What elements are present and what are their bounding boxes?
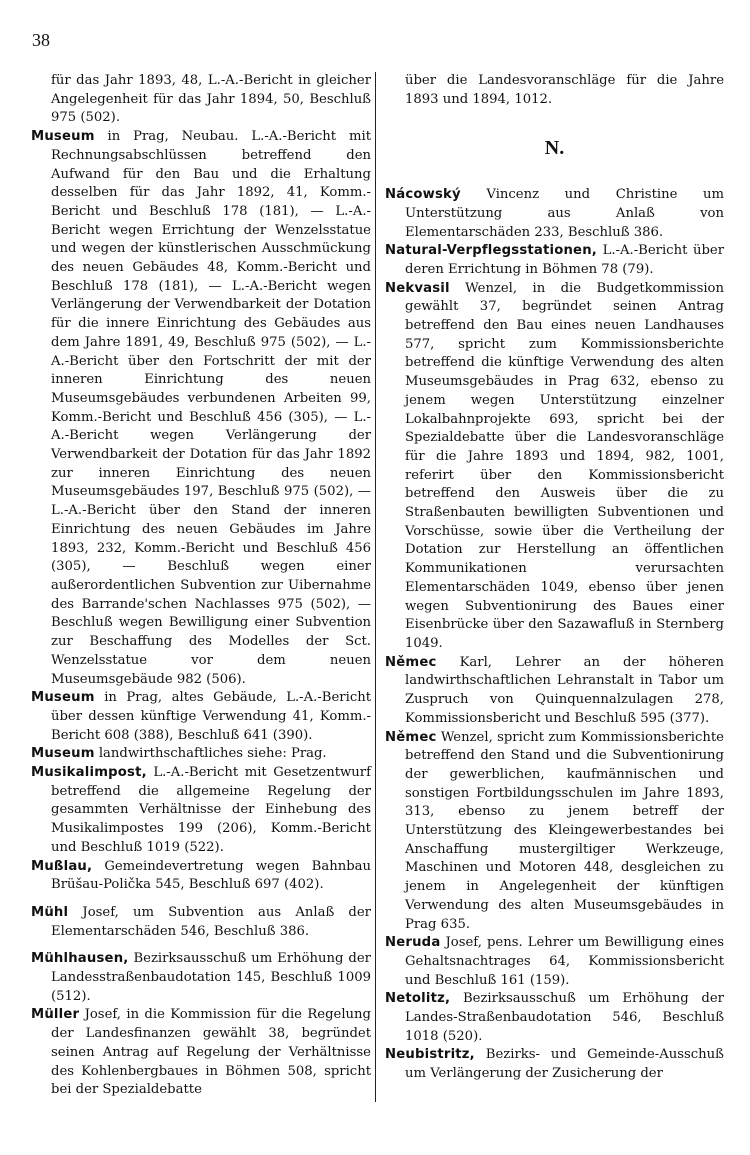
entry-text: Wenzel, in die Budgetkommission gewählt 37, begründet seinen Antrag betreffend den Bau eines neuen Landhauses 577, spricht zum Kommissionsberichte betreffend die künftige Verwendung des alten Museumsgebäudes in Prag 632, ebenso zu jenem wegen Unterstützung einzelner Lokalbahnprojekte 693, spricht bei der Spezialdebatte über die Landesvoranschläge für die Jahre 1893 und 1894, 982, 1001, referirt über den Kommissionsbericht betreffend den Ausweis über die zu Straßenbauten bewilligten Subventionen und Vorschüsse, sowie über die Vertheilung der Dotation zur Herstellung an öffentlichen Kommunikationen verursachten Elementarschäden 1049, ebenso über jenen wegen Subventionirung des Baues einer Eisenbrücke über den Sazawafluß in Sternberg 1049. — [405, 280, 724, 651]
index-entry — [385, 72, 724, 109]
entry-text: Josef, in die Kommission für die Regelung der Landesfinanzen gewählt 38, begründet seinen Antrag auf Regelung der Verhältnisse des Kohlenbergbaues in Böhmen 508, spricht bei der Spezialdebatte — [51, 1007, 371, 1098]
entry-text: für das Jahr 1893, 48, L.-A.-Bericht in gleicher Angelegenheit für das Jahr 1894, 50, Beschluß 975 (502). — [51, 73, 371, 126]
index-entry — [385, 654, 724, 729]
page-number: 38 — [32, 30, 50, 50]
index-entry — [31, 858, 371, 895]
entry-head: Mühlhausen, — [31, 951, 129, 967]
index-entry — [31, 904, 371, 941]
entry-head: Němec — [385, 729, 437, 745]
entry-text: über die Landesvoranschläge für die Jahre 1893 und 1894, 1012. — [405, 73, 724, 107]
index-entry — [31, 689, 371, 745]
index-entry — [385, 729, 724, 935]
entry-text: Josef, um Subvention aus Anlaß der Elementarschäden 546, Beschluß 386. — [51, 904, 371, 939]
index-entry — [385, 242, 724, 279]
index-entry — [31, 764, 371, 858]
entry-text: Vincenz und Christine um Unterstützung aus Anlaß von Elementarschäden 233, Beschluß 386. — [405, 187, 724, 240]
entry-head: Němec — [385, 654, 437, 670]
index-entry — [385, 186, 724, 242]
entry-head: Nácowský — [385, 187, 461, 203]
column-divider — [375, 72, 376, 1102]
entry-head: Natural-Verpflegsstationen, — [385, 243, 597, 259]
entry-head: Nekvasil — [385, 280, 450, 296]
index-entry — [385, 990, 724, 1046]
entry-head: Mußlau, — [31, 858, 93, 874]
entry-text: in Prag, Neubau. L.-A.-Bericht mit Rechnungsabschlüssen betreffend den Aufwand für den Bau und die Erhaltung desselben für das Jahr 1892, 41, Komm.-Bericht und Beschluß 178 (181), — L.-A.-Bericht wegen Errichtung der Wenzelsstatue und wegen der künstlerischen Ausschmückung des neuen Gebäudes 48, Komm.-Bericht und Beschluß 178 (181), — L.-A.-Bericht wegen Verlängerung der Verwendbarkeit der Dotation für die innere Einrichtung des Gebäudes aus dem Jahre 1891, 49, Beschluß 975 (502), — L.-A.-Bericht über den Fortschritt der mit der inneren Einrichtung des neuen Museumsgebäudes verbundenen Arbeiten 99, Komm.-Bericht und Beschluß 456 (305), — L.-A.-Bericht wegen Verlängerung der Verwendbarkeit der Dotation für das Jahr 1892 zur inneren Einrichtung des neuen Museumsgebäudes 197, Beschluß 975 (502), — L.-A.-Bericht über den Stand der inneren Einrichtung des neuen Gebäudes im Jahre 1893, 232, Komm.-Bericht und Beschluß 456 (305), — Beschluß wegen einer außerordentlichen Subvention zur Uibernahme des Barrande'schen Nachlasses 975 (502), — Beschluß wegen Bewilligung einer Subvention zur Beschaffung des Modelles der Sct. Wenzelsstatue vor dem neuen Museumsgebäude 982 (506). — [51, 129, 371, 687]
entry-text: Wenzel, spricht zum Kommissionsberichte betreffend den Stand und die Subventionirung der gewerblichen, kaufmännischen und sonstigen Fortbildungsschulen im Jahre 1893, 313, ebenso zu jenem betreff der Unterstützung des Kleingewerbestandes bei Anschaffung mustergiltiger Werkzeuge, Maschinen und Motoren 448, desgleichen zu jenem in Angelegenheit der künftigen Verwendung des alten Museumsgebäudes in Prag 635. — [405, 729, 724, 932]
entry-head: Museum — [31, 129, 95, 145]
index-entry — [385, 1046, 724, 1083]
left-column — [31, 72, 371, 1100]
entry-text: L.-A.-Bericht über deren Errichtung in Böhmen 78 (79). — [405, 243, 724, 277]
section-letter: N. — [544, 137, 565, 160]
entry-head: Netolitz, — [385, 991, 451, 1007]
entry-head: Museum — [31, 746, 95, 762]
index-entry — [31, 950, 371, 1006]
entry-text: Josef, pens. Lehrer um Bewilligung eines Gehaltsnachtrages 64, Kommissionsbericht und Beschluß 161 (159). — [405, 935, 724, 988]
entry-head: Musikalimpost, — [31, 765, 147, 781]
entry-head: Neruda — [385, 935, 441, 951]
entry-head: Mühl — [31, 904, 69, 920]
right-column — [385, 72, 724, 1084]
entry-text: Gemeindevertretung wegen Bahnbau Brüšau-Polička 545, Beschluß 697 (402). — [51, 858, 371, 893]
entry-text: landwirthschaftliches siehe: Prag. — [98, 746, 327, 762]
entry-head: Museum — [31, 690, 95, 706]
entry-text: Bezirks- und Gemeinde-Ausschuß um Verlängerung der Zusicherung der — [405, 1047, 724, 1082]
index-entry — [385, 280, 724, 654]
entry-text: Bezirksausschuß um Erhöhung der Landes-Straßenbaudotation 546, Beschluß 1018 (520). — [405, 991, 724, 1044]
index-entry — [31, 72, 371, 128]
index-entry — [31, 128, 371, 689]
index-entry — [31, 745, 371, 764]
entry-text: L.-A.-Bericht mit Gesetzentwurf betreffend die allgemeine Regelung der gesammten Verhältnisse der Einhebung des Musikalimpostes 199 (206), Komm.-Bericht und Beschluß 1019 (522). — [51, 765, 371, 855]
entry-text: Bezirksausschuß um Erhöhung der Landesstraßenbaudotation 145, Beschluß 1009 (512). — [51, 951, 371, 1004]
entry-head: Neubistritz, — [385, 1047, 475, 1063]
entry-text: Karl, Lehrer an der höheren landwirthschaftlichen Lehranstalt in Tabor um Zuspruch von Quinquennalzulagen 278, Kommissionsbericht und Beschluß 595 (377). — [405, 654, 724, 726]
entry-text: in Prag, altes Gebäude, L.-A.-Bericht über dessen künftige Verwendung 41, Komm.-Bericht 608 (388), Beschluß 641 (390). — [51, 690, 371, 743]
index-entry — [385, 934, 724, 990]
index-entry — [31, 1006, 371, 1100]
entry-head: Müller — [31, 1007, 80, 1023]
